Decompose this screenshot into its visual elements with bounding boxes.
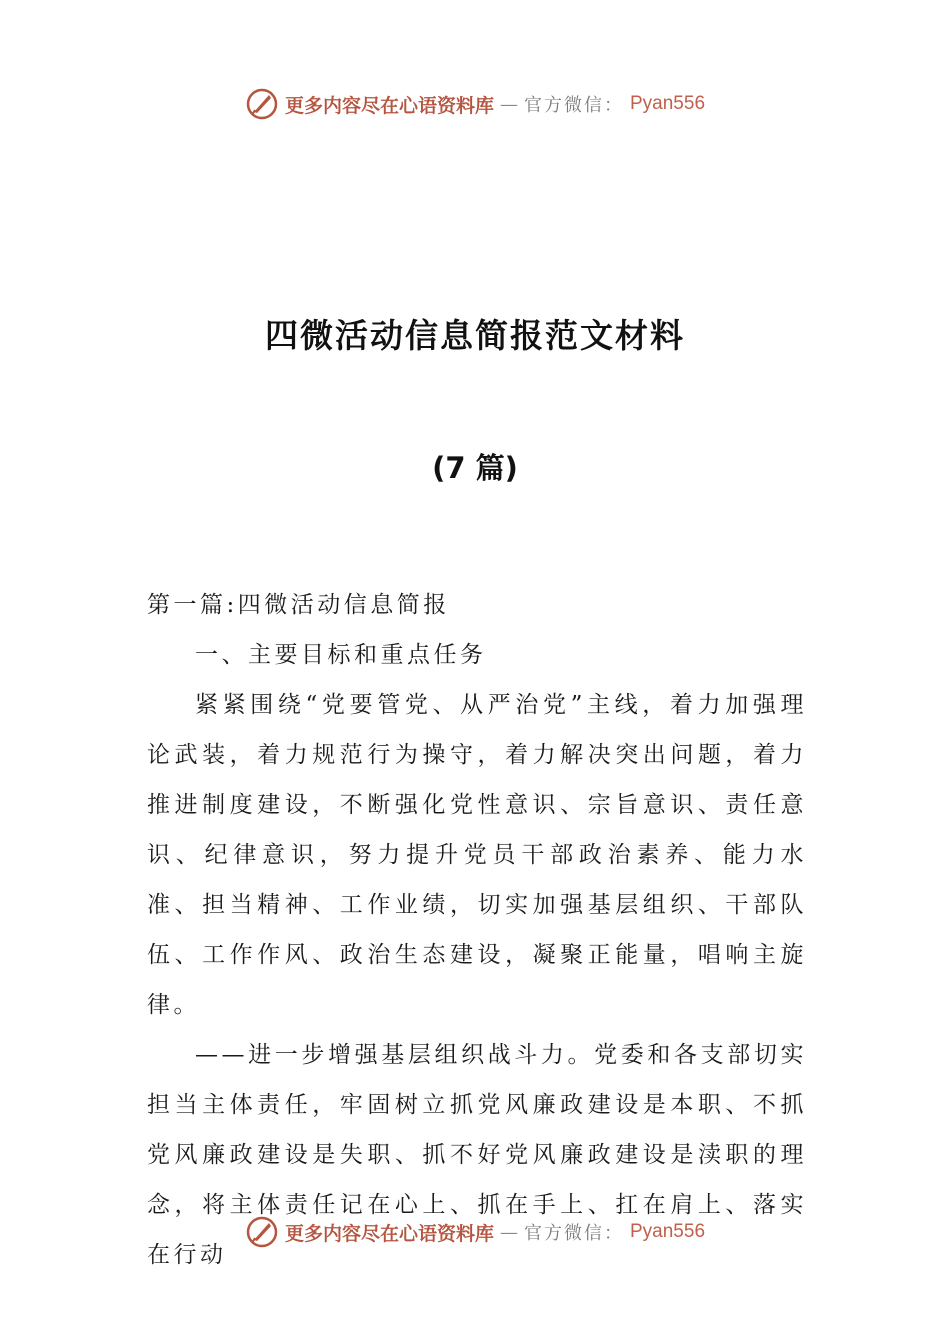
- paragraph: 紧紧围绕“党要管党、从严治党”主线，着力加强理论武装，着力规范行为操守，着力解决突出问题，着力推进制度建设，不断强化党性意识、宗旨意识、责任意识、纪律意识，努力提升党员干部政治素养、能力水准、担当精神、工作业绩，切实加强基层组织、干部队伍、工作作风、政治生态建设，凝聚正能量，唱响主旋律。: [147, 692, 807, 1018]
- document-body: [147, 580, 807, 1280]
- paragraph: ——进一步增强基层组织战斗力。党委和各支部切实担当主体责任，牢固树立抓党风廉政建设是本职、不抓党风廉政建设是失职、抓不好党风廉政建设是渎职的理念，将主体责任记在心上、抓在手上、扛在肩上、落实在行动: [147, 1042, 807, 1268]
- document-subtitle: (7 篇): [432, 451, 518, 485]
- watermark-wechat-label: 官方微信：: [524, 1223, 624, 1244]
- document-title: 四微活动信息简报范文材料: [265, 316, 685, 355]
- quill-pen-logo-icon: [245, 1215, 279, 1249]
- watermark-text: 更多内容尽在心语资料库: [284, 94, 494, 117]
- watermark-dash: —: [500, 1221, 518, 1243]
- section-heading: 第一篇:四微活动信息简报: [147, 592, 450, 618]
- watermark-wechat-id: Pyan556: [630, 93, 706, 114]
- footer-watermark: [0, 1210, 950, 1254]
- watermark-wechat-id: Pyan556: [630, 1221, 706, 1242]
- watermark-dash: —: [500, 93, 518, 115]
- subheading: 一、主要目标和重点任务: [195, 642, 487, 668]
- watermark-wechat-label: 官方微信：: [524, 95, 624, 116]
- quill-pen-logo-icon: [245, 87, 279, 121]
- header-watermark: [0, 82, 950, 126]
- watermark-text: 更多内容尽在心语资料库: [284, 1222, 494, 1245]
